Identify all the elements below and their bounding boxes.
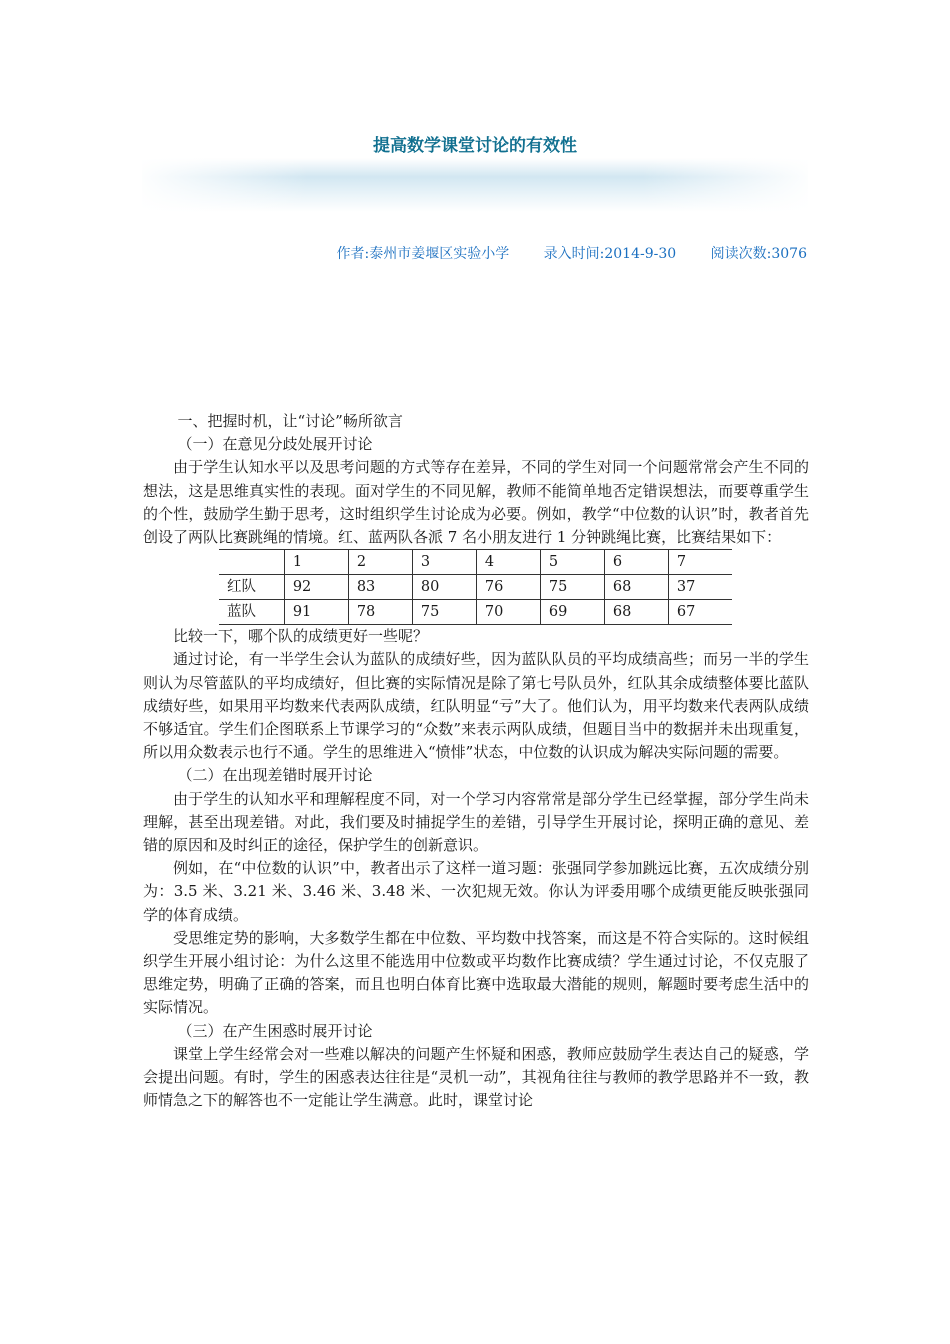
- author-label: 作者:泰州市姜堰区实验小学: [336, 246, 510, 262]
- table-cell: 37: [668, 575, 732, 600]
- paragraph-7: 课堂上学生经常会对一些难以解决的问题产生怀疑和困惑，教师应鼓励学生表达自己的疑惑，学会提出问题。有时，学生的困惑表达往往是“灵机一动”，其视角往往与教师的教学思路并不一致，教师情急之下的解答也不一定能让学生满意。此时，课堂讨论: [143, 1044, 809, 1110]
- table-cell: 80: [412, 575, 476, 600]
- paragraph-5: 例如，在“中位数的认识”中，教者出示了这样一道习题：张强同学参加跳远比赛，五次成绩分别为：3.5 米、3.21 米、3.46 米、3.48 米、一次犯规无效。你认为评委用哪个成绩更能反映张强同学的体育成绩。: [143, 859, 809, 924]
- subsection-heading-2: （二）在出现差错时展开讨论: [177, 766, 373, 785]
- table-cell: 5: [540, 550, 604, 575]
- table-cell: 83: [348, 575, 412, 600]
- table-cell: 67: [668, 600, 732, 625]
- table-row: [219, 600, 732, 625]
- table-cell: [219, 550, 284, 575]
- paragraph-2: 比较一下，哪个队的成绩更好一些呢？: [173, 627, 429, 646]
- table-cell: 6: [604, 550, 668, 575]
- table-cell: 68: [604, 600, 668, 625]
- table-cell: 3: [412, 550, 476, 575]
- article-body: [143, 410, 809, 1112]
- score-table: [219, 549, 732, 625]
- title-banner: [142, 158, 808, 212]
- paragraph-6: 受思维定势的影响，大多数学生都在中位数、平均数中找答案，而这是不符合实际的。这时候组织学生开展小组讨论：为什么这里不能选用中位数或平均数作比赛成绩？学生通过讨论，不仅克服了思维定势，明确了正确的答案，而且也明白体育比赛中选取最大潜能的规则，解题时要考虑生活中的实际情况。: [143, 928, 809, 1017]
- table-cell: 红队: [219, 575, 284, 600]
- table-cell: 4: [476, 550, 540, 575]
- table-cell: 92: [284, 575, 348, 600]
- table-cell: 75: [540, 575, 604, 600]
- table-cell: 2: [348, 550, 412, 575]
- table-cell: 69: [540, 600, 604, 625]
- subsection-heading-3: （三）在产生困惑时展开讨论: [177, 1021, 373, 1040]
- section-heading: 一、把握时机，让“讨论”畅所欲言: [177, 412, 403, 430]
- table-cell: 1: [284, 550, 348, 575]
- table-cell: 76: [476, 575, 540, 600]
- table-cell: 蓝队: [219, 600, 284, 625]
- paragraph-4: 由于学生的认知水平和理解程度不同，对一个学习内容常常是部分学生已经掌握，部分学生尚未理解，甚至出现差错。对此，我们要及时捕捉学生的差错，引导学生开展讨论，探明正确的意见、差错的原因和及时纠正的途径，保护学生的创新意识。: [143, 789, 809, 855]
- subsection-heading-1: （一）在意见分歧处展开讨论: [177, 435, 373, 454]
- paragraph-3: 通过讨论，有一半学生会认为蓝队的成绩好些，因为蓝队队员的平均成绩高些；而另一半的学生则认为尽管蓝队的平均成绩好，但比赛的实际情况是除了第七号队员外，红队其余成绩整体要比蓝队成绩好些，如果用平均数来代表两队成绩，红队明显“亏”大了。他们认为，用平均数来代表两队成绩不够适宜。学生们企图联系上节课学习的“众数”来表示两队成绩，但题目当中的数据并未出现重复，所以用众数表示也行不通。学生的思维进入“愤悱”状态，中位数的认识成为解决实际问题的需要。: [143, 650, 809, 762]
- article-meta: [306, 243, 807, 263]
- page-title: 提高数学课堂讨论的有效性: [373, 136, 577, 156]
- views-label: 阅读次数:3076: [710, 246, 807, 262]
- table-cell: 70: [476, 600, 540, 625]
- table-cell: 68: [604, 575, 668, 600]
- table-cell: 78: [348, 600, 412, 625]
- table-cell: 7: [668, 550, 732, 575]
- table-cell: 91: [284, 600, 348, 625]
- table-header-row: [219, 550, 732, 575]
- table-cell: 75: [412, 600, 476, 625]
- date-label: 录入时间:2014-9-30: [543, 246, 677, 262]
- table-row: [219, 575, 732, 600]
- paragraph-1: 由于学生认知水平以及思考问题的方式等存在差异，不同的学生对同一个问题常常会产生不同的想法，这是思维真实性的表现。面对学生的不同见解，教师不能简单地否定错误想法，而要尊重学生的个性，鼓励学生勤于思考，这时组织学生讨论成为必要。例如，教学“中位数的认识”时，教者首先创设了两队比赛跳绳的情境。红、蓝两队各派 7 名小朋友进行 1 分钟跳绳比赛，比赛结果如下：: [143, 458, 809, 547]
